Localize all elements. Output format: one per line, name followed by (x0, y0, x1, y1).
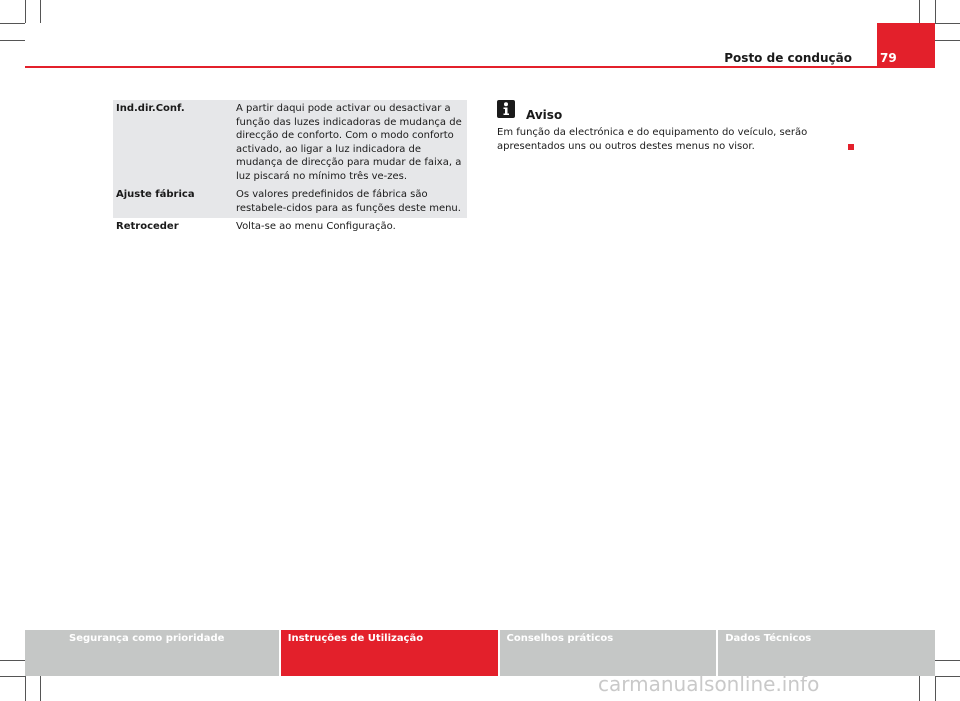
crop-mark (935, 676, 936, 701)
row-value: Volta-se ao menu Configuração. (236, 221, 396, 232)
row-value: A partir daqui pode activar ou desactivar a função das luzes indicadoras de mudança de direcção de conforto. Com o modo conforto activado, ao ligar a luz indicadora de mudança de direcção para mudar de faixa, a luz piscará no mínimo três ve-zes. (224, 100, 467, 186)
row-key: Ajuste fábrica (113, 186, 224, 218)
crop-mark (935, 676, 960, 677)
header-rule (25, 66, 877, 68)
crop-mark (40, 0, 41, 23)
footer-tab-conselhos[interactable]: Conselhos práticos (500, 630, 717, 676)
table-row (113, 186, 467, 218)
crop-mark (935, 0, 936, 23)
crop-mark (935, 23, 960, 24)
row-key: Ind.dir.Conf. (113, 100, 224, 186)
table-row (113, 218, 467, 237)
watermark: carmanualsonline.info (598, 672, 820, 696)
crop-mark (40, 676, 41, 701)
crop-mark (0, 660, 25, 661)
crop-mark (25, 676, 26, 701)
row-value: Os valores predefinidos de fábrica são restabele-cidos para as funções deste menu. (224, 186, 467, 218)
notice-title: Aviso (526, 108, 563, 122)
notice-body: Em função da electrónica e do equipamento do veículo, serão apresentados uns ou outros destes menus no visor. (497, 127, 808, 152)
footer-nav (25, 630, 935, 676)
crop-mark (935, 40, 960, 41)
footer-tab-instrucoes[interactable]: Instruções de Utilização (281, 630, 498, 676)
crop-mark (0, 40, 25, 41)
footer-tab-dados[interactable]: Dados Técnicos (718, 630, 935, 676)
settings-table (113, 100, 467, 237)
info-icon (497, 100, 515, 118)
row-key: Retroceder (116, 221, 179, 232)
section-end-mark (848, 144, 854, 150)
footer-tab-seguranca[interactable]: Segurança como prioridade (25, 630, 279, 676)
page-number: 79 (880, 51, 897, 65)
crop-mark (919, 676, 920, 701)
section-title: Posto de condução (724, 51, 852, 65)
crop-mark (0, 23, 25, 24)
crop-mark (919, 0, 920, 23)
table-row (113, 100, 467, 186)
crop-mark (935, 660, 960, 661)
crop-mark (25, 0, 26, 23)
crop-mark (0, 676, 25, 677)
